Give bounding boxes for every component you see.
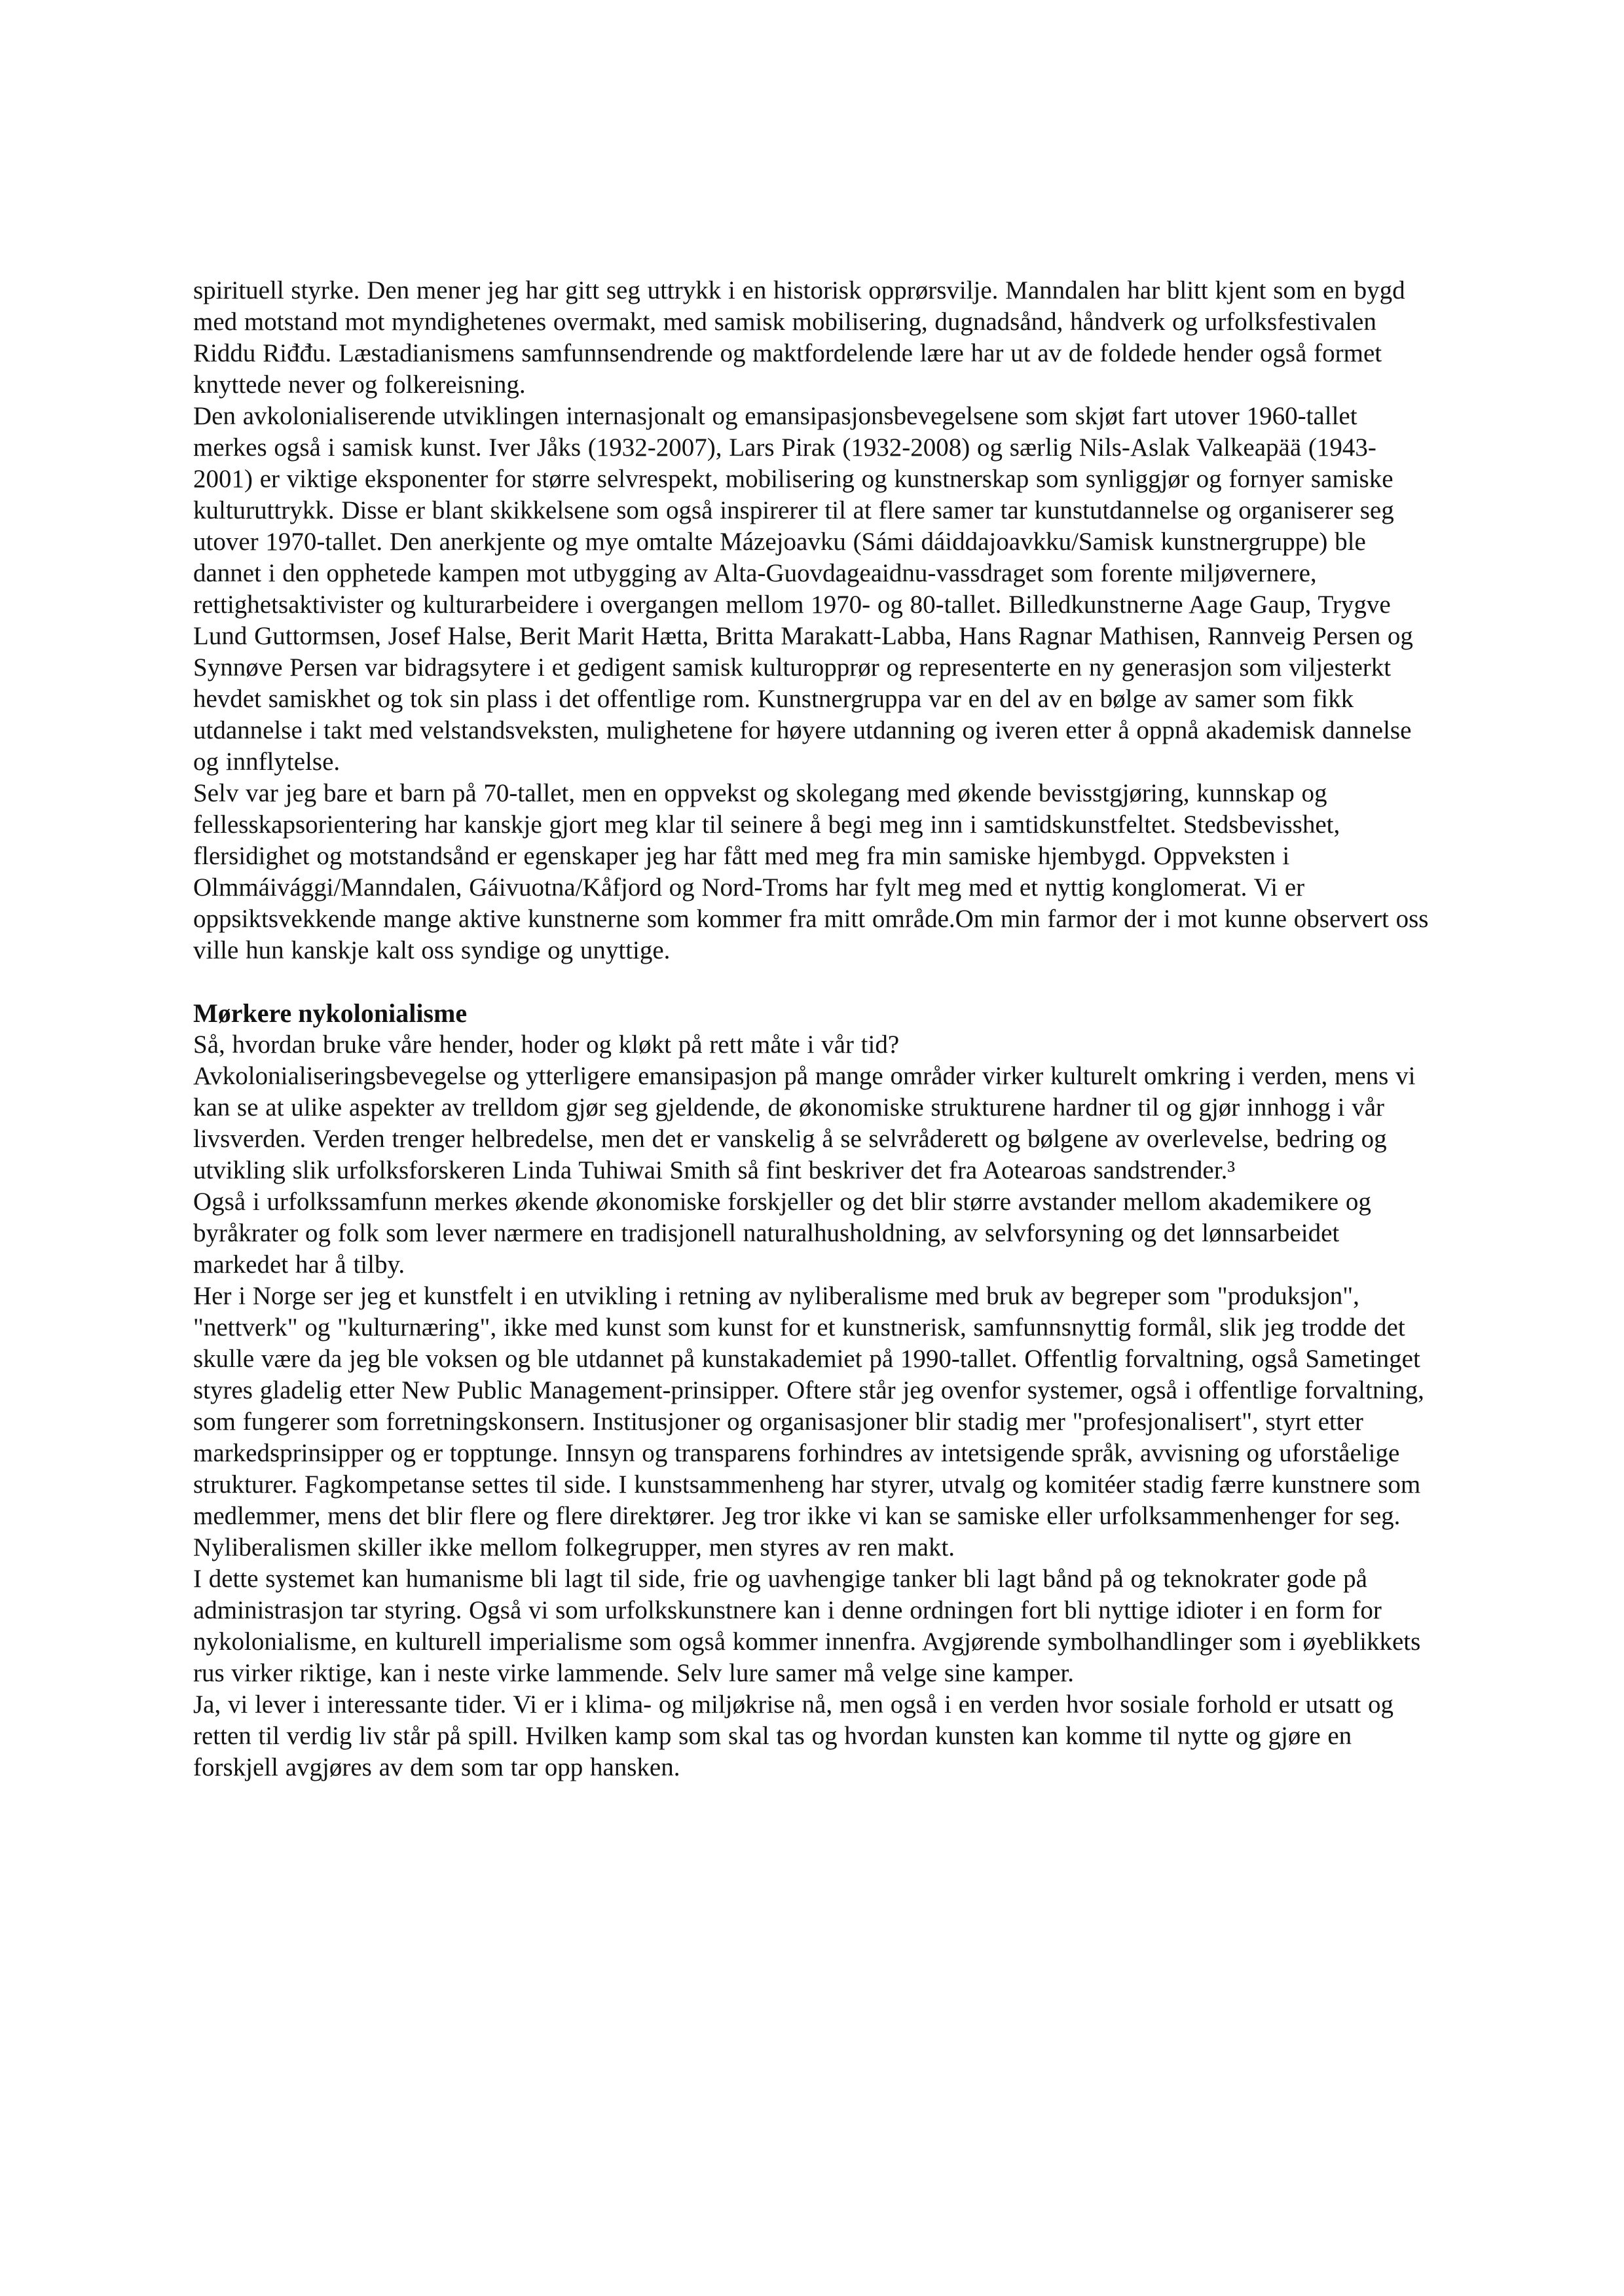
section-heading: Mørkere nykolonialisme — [193, 998, 468, 1028]
paragraph-sporsmal: Så, hvordan bruke våre hender, hoder og kløkt på rett måte i vår tid? — [193, 1030, 900, 1059]
paragraph-samisk-kunst-historie: Den avkolonialiserende utviklingen internasjonalt og emansipasjonsbevegelsene som skjøt fart utover 1960-tallet merkes også i samisk kunst. Iver Jåks (1932-2007), Lars Pirak (1932-2008) og særlig Nils-Aslak Valkeapää (1943-2001) er viktige eksponenter for større selvrespekt, mobilisering og kunstnerskap som synliggjør og fornyer samiske kulturuttrykk. Disse er blant skikkelsene som også inspirerer til at flere samer tar kunstutdannelse og organiserer seg utover 1970-tallet. Den anerkjente og mye omtalte Mázejoavku (Sámi dáiddajoavkku/Samisk kunstnergruppe) ble dannet i den opphetede kampen mot utbygging av Alta-Guovdageaidnu-vassdraget som forente miljøvernere, rettighetsaktivister og kulturarbeidere i overgangen mellom 1970- og 80-tallet. Billedkunstnerne Aage Gaup, Trygve Lund Guttormsen, Josef Halse, Berit Marit Hætta, Britta Marakatt-Labba, Hans Ragnar Mathisen, Rannveig Persen og Synnøve Persen var bidragsytere i et gedigent samisk kulturopprør og representerte en ny generasjon som viljesterkt hevdet samiskhet og tok sin plass i det offentlige rom. Kunstnergruppa var en del av en bølge av samer som fikk utdannelse i takt med velstandsveksten, mulighetene for høyere utdanning og iveren etter å oppnå akademisk dannelse og innflytelse. — [193, 402, 1413, 776]
paragraph-oppvekst: Selv var jeg bare et barn på 70-tallet, men en oppvekst og skolegang med økende bevisstgjøring, kunnskap og fellesskapsorientering har kanskje gjort meg klar til seinere å begi meg inn i samtidskunstfeltet. Stedsbevisshet, flersidighet og motstandsånd er egenskaper jeg har fått med meg fra min samiske hjembygd. Oppveksten i Olmmáivággi/Manndalen, Gáivuotna/Kåfjord og Nord-Troms har fylt meg med et nyttig konglomerat. Vi er oppsiktsvekkende mange aktive kunstnerne som kommer fra mitt område.Om min farmor der i mot kunne observert oss ville hun kanskje kalt oss syndige og unyttige. — [193, 779, 1429, 964]
paragraph-nykolonialisme-system: I dette systemet kan humanisme bli lagt til side, frie og uavhengige tanker bli lagt bånd på og teknokrater gode på administrasjon tar styring. Også vi som urfolkskunstnere kan i denne ordningen fort bli nyttige idioter i en form for nykolonialisme, en kulturell imperialisme som også kommer innenfra. Avgjørende symbolhandlinger som i øyeblikkets rus virker riktige, kan i neste virke lammende. Selv lure samer må velge sine kamper. — [193, 1565, 1421, 1687]
paragraph-avslutning: Ja, vi lever i interessante tider. Vi er i klima- og miljøkrise nå, men også i en verden hvor sosiale forhold er utsatt og retten til verdig liv står på spill. Hvilken kamp som skal tas og hvordan kunsten kan komme til nytte og gjøre en forskjell avgjøres av dem som tar opp hansken. — [193, 1690, 1393, 1781]
paragraph-manndalen-motstand: spirituell styrke. Den mener jeg har gitt seg uttrykk i en historisk opprørsvilje. Manndalen har blitt kjent som en bygd med motstand mot myndighetenes overmakt, med samisk mobilisering, dugnadsånd, håndverk og urfolksfestivalen Riddu Riđđu. Læstadianismens samfunnsendrende og maktfordelende lære har ut av de foldede hender også formet knyttede never og folkereisning. — [193, 276, 1405, 399]
paragraph-avkolonialisering-verden: Avkolonialiseringsbevegelse og ytterligere emansipasjon på mange områder virker kulturelt omkring i verden, mens vi kan se at ulike aspekter av trelldom gjør seg gjeldende, de økonomiske strukturene hardner til og gjør innhogg i vår livsverden. Verden trenger helbredelse, men det er vanskelig å se selvråderett og bølgene av overlevelse, bedring og utvikling slik urfolksforskeren Linda Tuhiwai Smith så fint beskriver det fra Aotearoas sandstrender.³ — [193, 1062, 1416, 1184]
paragraph-nyliberalisme-kunstfelt: Her i Norge ser jeg et kunstfelt i en utvikling i retning av nyliberalisme med bruk av begreper som "produksjon", "nettverk" og "kulturnæring", ikke med kunst som kunst for et kunstnerisk, samfunnsnyttig formål, slik jeg trodde det skulle være da jeg ble voksen og ble utdannet på kunstakademiet på 1990-tallet. Offentlig forvaltning, også Sametinget styres gladelig etter New Public Management-prinsipper. Oftere står jeg ovenfor systemer, også i offentlige forvaltning, som fungerer som forretningskonsern. Institusjoner og organisasjoner blir stadig mer "profesjonalisert", styrt etter markedsprinsipper og er topptunge. Innsyn og transparens forhindres av intetsigende språk, avvisning og uforståelige strukturer. Fagkompetanse settes til side. I kunstsammenheng har styrer, utvalg og komitéer stadig færre kunstnere som medlemmer, mens det blir flere og flere direktører. Jeg tror ikke vi kan se samiske eller urfolksammenhenger for seg. Nyliberalismen skiller ikke mellom folkegrupper, men styres av ren makt. — [193, 1282, 1424, 1561]
paragraph-urfolkssamfunn-forskjeller: Også i urfolkssamfunn merkes økende økonomiske forskjeller og det blir større avstander mellom akademikere og byråkrater og folk som lever nærmere en tradisjonell naturalhusholdning, av selvforsyning og det lønnsarbeidet markedet har å tilby. — [193, 1188, 1371, 1279]
